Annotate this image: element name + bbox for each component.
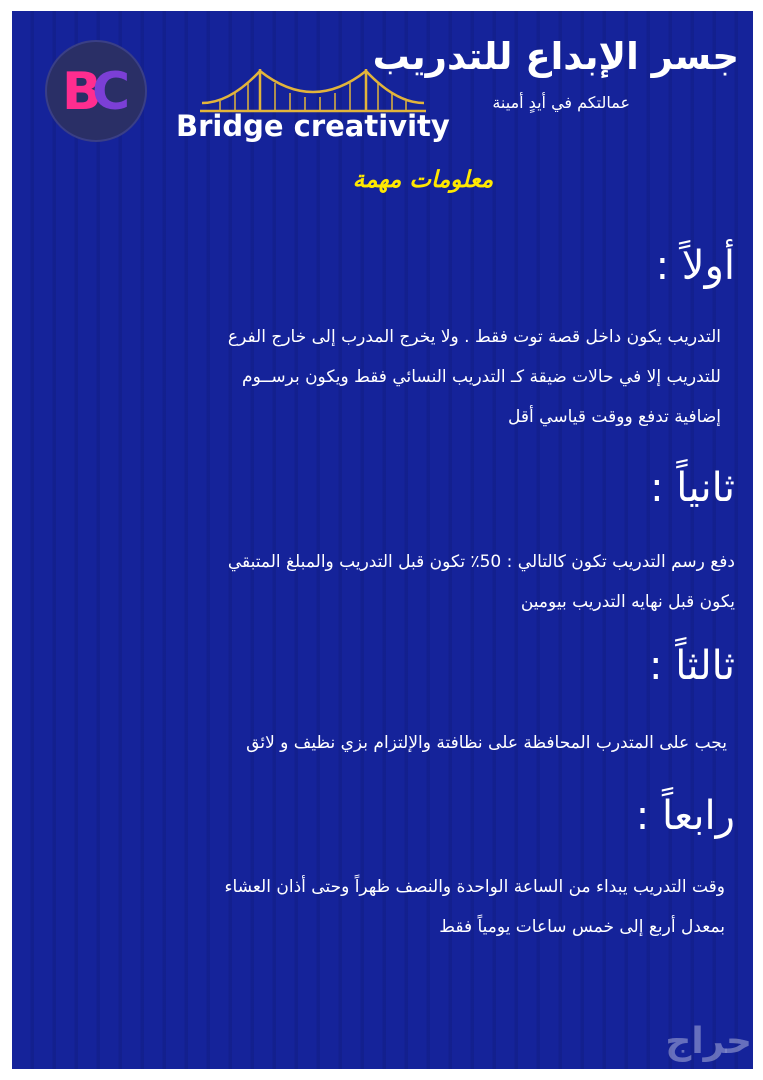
section-heading-third: ثالثاً : (649, 643, 735, 689)
section-text-third (37, 723, 727, 763)
brand-name-english: Bridge creativity (176, 109, 450, 143)
section-line: يكون قبل نهايه التدريب بيومين (520, 592, 735, 612)
section-line: وقت التدريب يبداء من الساعة الواحدة والنصف ظهراً وحتى أذان العشاء (224, 877, 725, 897)
section-line: بمعدل أربع إلى خمس ساعات يومياً فقط (439, 917, 725, 937)
svg-text:C: C (92, 62, 131, 122)
info-title: معلومات مهمة (352, 167, 494, 193)
svg-text:B: B (62, 62, 102, 122)
watermark: حراج (665, 1021, 752, 1062)
bc-logo (44, 39, 148, 143)
section-line: إضافية تدفع ووقت قياسي أقل (508, 407, 721, 427)
section-line: يجب على المتدرب المحافظة على نظافتة والإلتزام بزي نظيف و لائق (246, 733, 727, 753)
brand-name-arabic: جسر الإبداع للتدريب (372, 35, 739, 78)
poster (12, 11, 753, 1069)
tagline: عمالتكم في أيدٍ أمينة (492, 93, 630, 112)
section-text-fourth (25, 867, 725, 947)
section-line: التدريب يكون داخل قصة توت فقط . ولا يخرج المدرب إلى خارج الفرع (227, 327, 721, 347)
section-heading-second: ثانياً : (650, 465, 735, 511)
section-text-second (20, 542, 735, 622)
section-heading-first: أولاً : (655, 243, 735, 289)
section-line: للتدريب إلا في حالات ضيقة كـ التدريب النسائي فقط ويكون برســوم (242, 367, 721, 387)
section-heading-fourth: رابعاً : (635, 793, 735, 839)
section-line: دفع رسم التدريب تكون كالتالي : 50٪ تكون قبل التدريب والمبلغ المتبقي (227, 552, 735, 572)
section-text-first (31, 317, 721, 437)
